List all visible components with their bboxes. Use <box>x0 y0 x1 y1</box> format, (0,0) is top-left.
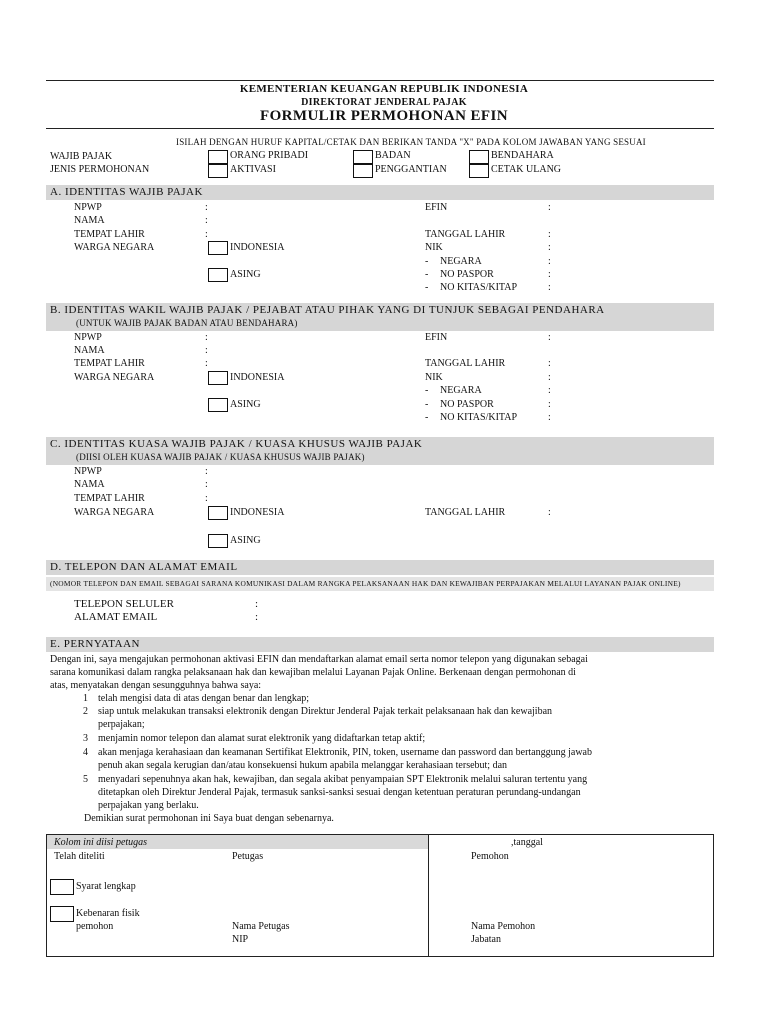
b-kitas-dash: - <box>425 412 429 423</box>
b-tempat-lahir-colon: : <box>205 358 208 369</box>
jabatan-label: Jabatan <box>471 934 501 945</box>
orang-pribadi-checkbox[interactable] <box>208 150 228 164</box>
b-indonesia-checkbox[interactable] <box>208 371 228 385</box>
b-nama-label: NAMA <box>74 345 105 356</box>
a-nik-colon: : <box>548 242 551 253</box>
b-npwp-colon: : <box>205 332 208 343</box>
item-line: siap untuk melakukan transaksi elektronik dengan Direktur Jenderal Pajak terkait pelaksanaan hak dan kewajiban <box>98 706 553 717</box>
item-number: 1 <box>83 693 88 704</box>
c-asing-checkbox[interactable] <box>208 534 228 548</box>
b-efin-label: EFIN <box>425 332 448 343</box>
a-tanggal-lahir-colon: : <box>548 229 551 240</box>
closing-statement: Demikian surat permohonan ini Saya buat dengan sebenarnya. <box>84 813 334 824</box>
c-indonesia-checkbox[interactable] <box>208 506 228 520</box>
a-paspor-dash: - <box>425 269 429 280</box>
section-b-subtitle: (UNTUK WAJIB PAJAK BADAN ATAU BENDAHARA) <box>76 318 298 328</box>
jenis-permohonan-label: JENIS PERMOHONAN <box>50 164 150 175</box>
c-npwp-label: NPWP <box>74 466 102 477</box>
tanggal-label: ,tanggal <box>511 837 543 848</box>
a-negara-dash: - <box>425 256 429 267</box>
b-nama-colon: : <box>205 345 208 356</box>
a-no-kitas-label: NO KITAS/KITAP <box>440 282 518 293</box>
a-negara-colon: : <box>548 256 551 267</box>
b-npwp-label: NPWP <box>74 332 102 343</box>
item-number: 4 <box>83 747 88 758</box>
c-nama-colon: : <box>205 479 208 490</box>
a-npwp-label: NPWP <box>74 202 102 213</box>
c-tanggal-lahir-label: TANGGAL LAHIR <box>425 507 506 518</box>
b-nik-colon: : <box>548 372 551 383</box>
item-line: telah mengisi data di atas dengan benar dan lengkap; <box>98 693 310 704</box>
alamat-email-label: ALAMAT EMAIL <box>74 611 158 623</box>
c-nama-label: NAMA <box>74 479 105 490</box>
syarat-lengkap-label: Syarat lengkap <box>76 881 136 892</box>
a-tanggal-lahir-label: TANGGAL LAHIR <box>425 229 506 240</box>
footer-bottom-rule <box>46 956 714 957</box>
pernyataan-intro-2: sarana komunikasi dalam rangka pelaksanaan hak dan kewajiban melalui Layanan Pajak Online. Berkenaan dengan permohonan di <box>50 667 576 678</box>
b-paspor-dash: - <box>425 399 429 410</box>
item-number: 5 <box>83 774 88 785</box>
b-indonesia-label: INDONESIA <box>230 372 285 383</box>
bendahara-label: BENDAHARA <box>491 150 554 161</box>
a-npwp-colon: : <box>205 202 208 213</box>
nama-pemohon-label: Nama Pemohon <box>471 921 536 932</box>
item-line: ditetapkan oleh Direktur Jenderal Pajak, termasuk sanksi-sanksi sesuai dengan ketentuan peraturan perundang-undangan <box>98 787 581 798</box>
footer-divider <box>428 834 429 956</box>
b-nik-label: NIK <box>425 372 443 383</box>
section-d-title: D. TELEPON DAN ALAMAT EMAIL <box>50 561 238 573</box>
a-nik-label: NIK <box>425 242 443 253</box>
b-paspor-colon: : <box>548 399 551 410</box>
pernyataan-intro-3: atas, menyatakan dengan sesungguhnya bahwa saya: <box>50 680 262 691</box>
footer-right-border <box>713 834 714 956</box>
a-efin-colon: : <box>548 202 551 213</box>
a-negara-label: NEGARA <box>440 256 482 267</box>
a-nama-label: NAMA <box>74 215 105 226</box>
section-d-subtitle: (NOMOR TELEPON DAN EMAIL SEBAGAI SARANA KOMUNIKASI DALAM RANGKA PELAKSANAAN HAK DAN KEWAJIBAN PERPAJAKAN MELALUI LAYANAN PAJAK ONLINE) <box>50 579 681 588</box>
b-tanggal-lahir-colon: : <box>548 358 551 369</box>
badan-checkbox[interactable] <box>353 150 373 164</box>
orang-pribadi-label: ORANG PRIBADI <box>230 150 309 161</box>
a-tempat-lahir-label: TEMPAT LAHIR <box>74 229 145 240</box>
b-asing-label: ASING <box>230 399 261 410</box>
b-no-kitas-label: NO KITAS/KITAP <box>440 412 518 423</box>
b-kitas-colon: : <box>548 412 551 423</box>
c-tanggal-lahir-colon: : <box>548 507 551 518</box>
bendahara-checkbox[interactable] <box>469 150 489 164</box>
telepon-colon: : <box>255 598 259 610</box>
section-e-title: E. PERNYATAAN <box>50 638 140 650</box>
c-asing-label: ASING <box>230 535 261 546</box>
a-tempat-lahir-colon: : <box>205 229 208 240</box>
b-tempat-lahir-label: TEMPAT LAHIR <box>74 358 145 369</box>
b-tanggal-lahir-label: TANGGAL LAHIR <box>425 358 506 369</box>
kolom-petugas-label: Kolom ini diisi petugas <box>54 837 148 848</box>
a-efin-label: EFIN <box>425 202 448 213</box>
cetak-ulang-label: CETAK ULANG <box>491 164 562 175</box>
item-line: perpajakan yang berlaku. <box>98 800 199 811</box>
c-indonesia-label: INDONESIA <box>230 507 285 518</box>
b-negara-colon: : <box>548 385 551 396</box>
a-kitas-dash: - <box>425 282 429 293</box>
c-warga-negara-label: WARGA NEGARA <box>74 507 155 518</box>
nama-petugas-label: Nama Petugas <box>232 921 290 932</box>
b-warga-negara-label: WARGA NEGARA <box>74 372 155 383</box>
aktivasi-label: AKTIVASI <box>230 164 276 175</box>
syarat-lengkap-checkbox[interactable] <box>50 879 74 895</box>
aktivasi-checkbox[interactable] <box>208 164 228 178</box>
a-indonesia-label: INDONESIA <box>230 242 285 253</box>
ministry-name: KEMENTERIAN KEUANGAN REPUBLIK INDONESIA <box>239 83 529 95</box>
item-line: penuh akan segala kerugian dan/atau konsekuensi hukum apabila melanggar kerahasiaan tersebut; dan <box>98 760 508 771</box>
a-warga-negara-label: WARGA NEGARA <box>74 242 155 253</box>
item-line: perpajakan; <box>98 719 145 730</box>
item-line: akan menjaga kerahasiaan dan keamanan Sertifikat Elektronik, PIN, token, username dan password dan bertanggung jawab <box>98 747 592 758</box>
item-line: menjamin nomor telepon dan alamat surat elektronik yang didaftarkan tetap aktif; <box>98 733 426 744</box>
section-c-subtitle: (DIISI OLEH KUASA WAJIB PAJAK / KUASA KHUSUS WAJIB PAJAK) <box>76 452 365 462</box>
section-a-title: A. IDENTITAS WAJIB PAJAK <box>50 186 203 198</box>
form-instruction: ISILAH DENGAN HURUF KAPITAL/CETAK DAN BERIKAN TANDA "X" PADA KOLOM JAWABAN YANG SESUAI <box>176 137 646 147</box>
a-paspor-colon: : <box>548 269 551 280</box>
a-nama-colon: : <box>205 215 208 226</box>
penggantian-checkbox[interactable] <box>353 164 373 178</box>
kebenaran-fisik-label: Kebenaran fisik <box>76 908 140 919</box>
a-asing-checkbox[interactable] <box>208 268 228 282</box>
telah-diteliti-label: Telah diteliti <box>54 851 105 862</box>
header-bottom-rule <box>46 128 714 129</box>
section-b-title: B. IDENTITAS WAKIL WAJIB PAJAK / PEJABAT ATAU PIHAK YANG DI TUNJUK SEBAGAI PENDAHARA <box>50 304 605 316</box>
petugas-label: Petugas <box>232 851 264 862</box>
c-npwp-colon: : <box>205 466 208 477</box>
pemohon-label: Pemohon <box>471 851 509 862</box>
item-number: 3 <box>83 733 88 744</box>
a-no-paspor-label: NO PASPOR <box>440 269 494 280</box>
email-colon: : <box>255 611 259 623</box>
kebenaran-fisik-checkbox[interactable] <box>50 906 74 922</box>
kebenaran-pemohon-label: pemohon <box>76 921 114 932</box>
a-indonesia-checkbox[interactable] <box>208 241 228 255</box>
b-negara-dash: - <box>425 385 429 396</box>
c-tempat-lahir-colon: : <box>205 493 208 504</box>
section-e-band <box>46 637 714 652</box>
nip-label: NIP <box>232 934 249 945</box>
telepon-seluler-label: TELEPON SELULER <box>74 598 174 610</box>
wajib-pajak-label: WAJIB PAJAK <box>50 151 113 162</box>
footer-left-border <box>46 834 47 956</box>
form-title: FORMULIR PERMOHONAN EFIN <box>260 108 508 124</box>
c-tempat-lahir-label: TEMPAT LAHIR <box>74 493 145 504</box>
item-line: menyadari sepenuhnya akan hak, kewajiban, dan segala akibat penyampaian SPT Elektronik melalui saluran tertentu yang <box>98 774 588 785</box>
directorate-name: DIREKTORAT JENDERAL PAJAK <box>301 97 467 108</box>
b-no-paspor-label: NO PASPOR <box>440 399 494 410</box>
b-negara-label: NEGARA <box>440 385 482 396</box>
b-asing-checkbox[interactable] <box>208 398 228 412</box>
cetak-ulang-checkbox[interactable] <box>469 164 489 178</box>
section-c-title: C. IDENTITAS KUASA WAJIB PAJAK / KUASA KHUSUS WAJIB PAJAK <box>50 438 423 450</box>
header-top-rule <box>46 80 714 81</box>
badan-label: BADAN <box>375 150 411 161</box>
item-number: 2 <box>83 706 88 717</box>
a-kitas-colon: : <box>548 282 551 293</box>
pernyataan-intro-1: Dengan ini, saya mengajukan permohonan aktivasi EFIN dan mendaftarkan alamat email serta nomor telepon yang digunakan sebagai <box>50 654 588 665</box>
penggantian-label: PENGGANTIAN <box>375 164 447 175</box>
b-efin-colon: : <box>548 332 551 343</box>
a-asing-label: ASING <box>230 269 261 280</box>
